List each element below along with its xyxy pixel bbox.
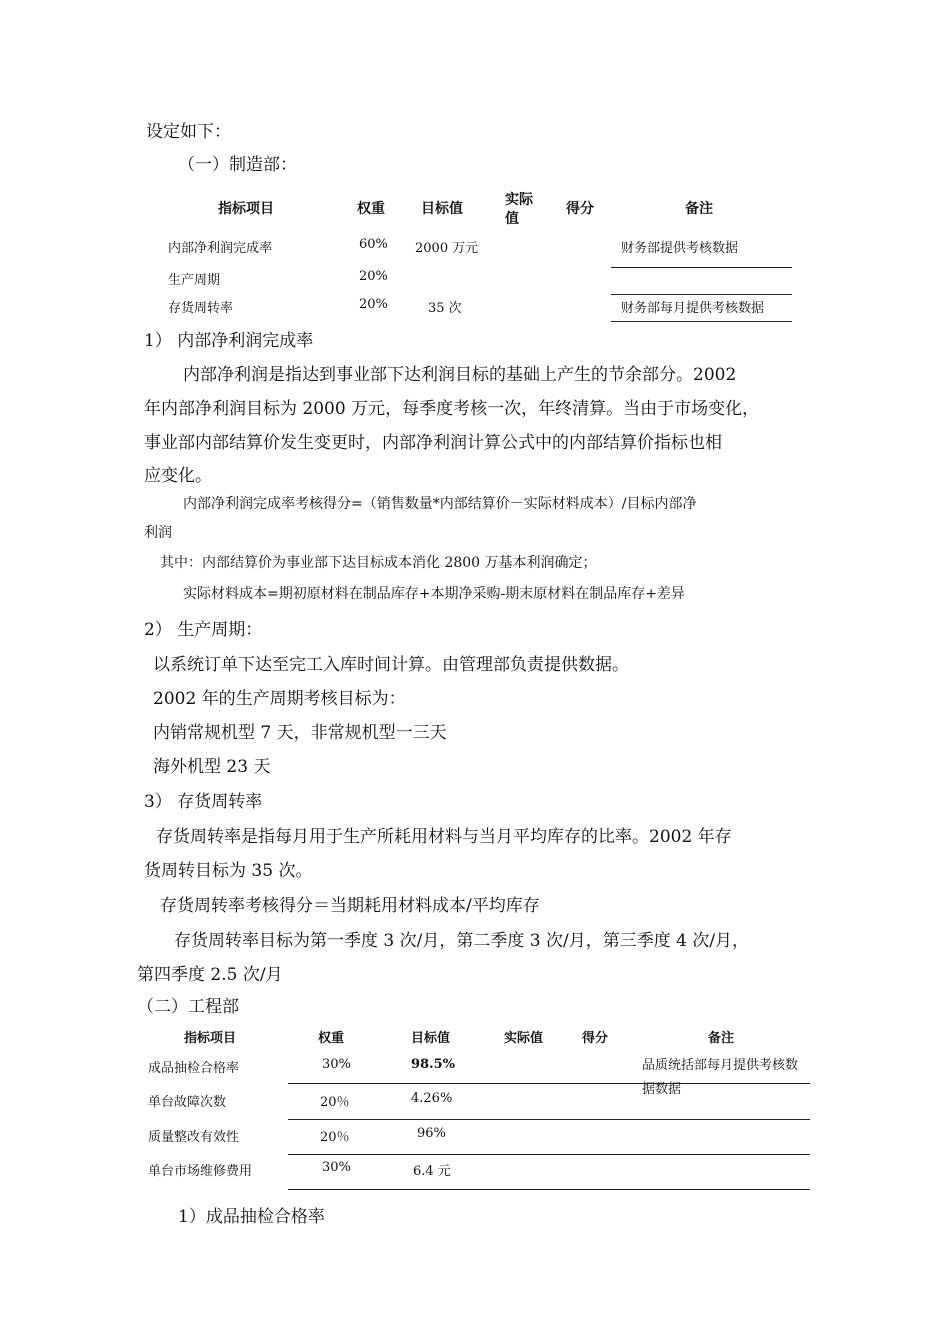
paragraph-line: 货周转目标为 35 次。 xyxy=(144,861,313,881)
formula-line: 实际材料成本=期初原材料在制品库存+本期净采购-期末原材料在制品库存+差异 xyxy=(183,586,685,602)
table-rule xyxy=(611,294,792,295)
table-cell-item: 单台市场维修费用 xyxy=(148,1164,253,1179)
paragraph-line: 海外机型 23 天 xyxy=(153,757,271,777)
table-header-score: 得分 xyxy=(566,201,594,217)
table-cell-target: 98.5% xyxy=(411,1057,456,1072)
paragraph-line: 2002 年的生产周期考核目标为： xyxy=(153,689,406,709)
table-cell-target: 96% xyxy=(417,1126,446,1141)
table-cell-weight: 20％ xyxy=(320,1095,350,1110)
table-cell-target: 2000 万元 xyxy=(415,241,479,256)
table-header-weight: 权重 xyxy=(357,201,385,217)
table-header-actual: 实际值 xyxy=(504,1031,544,1046)
paragraph-line: 年内部净利润目标为 2000 万元，每季度考核一次，年终清算。当由于市场变化， xyxy=(144,399,760,419)
table-rule xyxy=(611,321,792,322)
table-cell-target: 35 次 xyxy=(428,301,462,316)
table-rule xyxy=(288,1154,810,1155)
table-cell-remark: 品质统括部每月提供考核数据数据 xyxy=(642,1058,799,1097)
table-cell-item: 单台故障次数 xyxy=(148,1095,227,1110)
table-cell-weight: 20% xyxy=(359,269,388,284)
table-cell-target: 4.26% xyxy=(411,1091,453,1106)
paragraph-line: 以系统订单下达至完工入库时间计算。由管理部负责提供数据。 xyxy=(153,655,629,675)
table-cell-item: 存货周转率 xyxy=(168,301,234,316)
table-header-item: 指标项目 xyxy=(184,1031,237,1046)
table-cell-item: 生产周期 xyxy=(168,273,221,288)
table-cell-weight: 30% xyxy=(322,1057,351,1072)
table-cell-item: 成品抽检合格率 xyxy=(148,1061,240,1076)
table-cell-weight: 20% xyxy=(359,297,388,312)
table-cell-item: 内部净利润完成率 xyxy=(168,241,273,256)
paragraph-line: 存货周转率是指每月用于生产所耗用材料与当月平均库存的比率。2002 年存 xyxy=(156,827,732,847)
table-rule xyxy=(611,267,792,268)
section-heading-engineering: （二）工程部 xyxy=(137,997,239,1017)
paragraph-line: 事业部内部结算价发生变更时，内部净利润计算公式中的内部结算价指标也相 xyxy=(144,433,722,453)
item-title: 3） 存货周转率 xyxy=(144,792,263,812)
formula-line: 利润 xyxy=(144,525,172,541)
table-header-remark: 备注 xyxy=(708,1031,735,1046)
note-line: 其中：内部结算价为事业部下达目标成本消化 2800 万基本利润确定； xyxy=(160,555,597,571)
table-rule xyxy=(288,1083,810,1084)
table-header-actual: 实际值 xyxy=(505,192,533,227)
table-cell-item: 质量整改有效性 xyxy=(148,1130,240,1145)
paragraph-line: 第四季度 2.5 次/月 xyxy=(137,965,283,985)
table-header-target: 目标值 xyxy=(411,1031,451,1046)
paragraph-line: 内销常规机型 7 天，非常规机型一三天 xyxy=(153,723,447,743)
paragraph-line: 存货周转率目标为第一季度 3 次/月，第二季度 3 次/月，第三季度 4 次/月， xyxy=(174,931,750,951)
table-cell-target: 6.4 元 xyxy=(413,1164,451,1179)
table-header-weight: 权重 xyxy=(318,1031,345,1046)
paragraph-line: 内部净利润是指达到事业部下达利润目标的基础上产生的节余部分。2002 xyxy=(183,365,737,385)
intro-text: 设定如下： xyxy=(146,122,231,142)
table-header-target: 目标值 xyxy=(421,201,463,217)
item-title: 1）成品抽检合格率 xyxy=(178,1207,325,1227)
table-cell-weight: 60% xyxy=(359,237,388,252)
table-header-item: 指标项目 xyxy=(218,201,274,217)
formula-line: 存货周转率考核得分＝当期耗用材料成本/平均库存 xyxy=(160,896,540,916)
table-rule xyxy=(288,1119,810,1120)
table-cell-remark: 财务部每月提供考核数据 xyxy=(621,301,765,316)
item-title: 1） 内部净利润完成率 xyxy=(144,331,314,351)
table-cell-weight: 20％ xyxy=(320,1130,350,1145)
section-heading-manufacturing: （一）制造部： xyxy=(178,155,297,175)
table-rule xyxy=(288,1189,810,1190)
item-title: 2） 生产周期： xyxy=(144,620,263,640)
formula-line: 内部净利润完成率考核得分=（销售数量*内部结算价－实际材料成本）/目标内部净 xyxy=(183,496,697,512)
table-cell-weight: 30% xyxy=(322,1160,351,1175)
paragraph-line: 应变化。 xyxy=(144,466,212,486)
table-cell-remark: 财务部提供考核数据 xyxy=(621,241,739,256)
table-header-score: 得分 xyxy=(582,1031,609,1046)
table-header-remark: 备注 xyxy=(685,201,713,217)
